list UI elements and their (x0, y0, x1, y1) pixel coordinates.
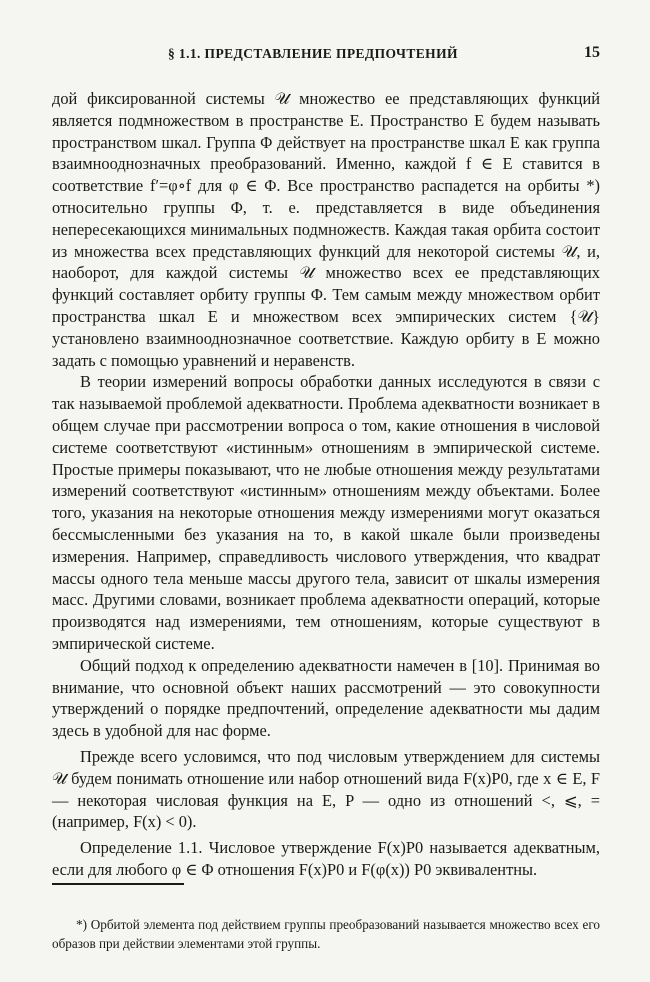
page-number: 15 (584, 44, 600, 61)
definition-1-1: Определение 1.1. Числовое утверждение F(x)P0 называется адекватным, если для любого φ ∈ Φ отношения F(x)P0 и F(φ(x)) P0 эквивалентны. (52, 838, 600, 879)
page-header (52, 46, 600, 72)
footnote: *) Орбитой элемента под действием группы преобразований называется множество всех его образов при действии элементами этой группы. (52, 917, 600, 952)
footnote-divider (52, 883, 184, 885)
paragraph-3: Общий подход к определению адекватности намечен в [10]. Принимая во внимание, что основной объект наших рассмотрений — это совокупности утверждений о порядке предпочтений, определение адекватности мы дадим здесь в удобной для нас форме. (52, 655, 600, 741)
paragraph-1: дой фиксированной системы 𝒰 множество ее представляющих функций является подмножеством в пространстве E. Пространство E будем называть пространством шкал. Группа Φ действует на пространстве шкал E как группа взаимнооднозначных преобразований. Именно, каждой f ∈ E ставится в соответствие f′=φ∘f для φ ∈ Φ. Все пространство распадется на орбиты *) относительно группы Φ, т. е. представляется в виде объединения непересекающихся минимальных подмножеств. Каждая такая орбита состоит из множества всех представляющих функций для некоторой системы 𝒰, и, наоборот, для каждой системы 𝒰 множество всех ее представляющих функций составляет орбиту группы Φ. Тем самым между множеством орбит пространства шкал E и множеством всех эмпирических систем {𝒰} установлено взаимнооднозначное соответствие. Каждую орбиту в E можно задать с помощью уравнений и неравенств. (52, 89, 600, 370)
paragraph-4: Прежде всего условимся, что под числовым утверждением для системы 𝒰 будем понимать отношение или набор отношений вида F(x)P0, где x ∈ E, F — некоторая числовая функция на E, P — одно из отношений <, ⩽, = (например, F(x) < 0). (52, 746, 600, 832)
running-title: § 1.1. ПРЕДСТАВЛЕНИЕ ПРЕДПОЧТЕНИЙ (168, 46, 458, 61)
paragraph-2: В теории измерений вопросы обработки данных исследуются в связи с так называемой проблемой адекватности. Проблема адекватности возникает в общем случае при рассмотрении вопроса о том, какие отношения в числовой системе соответствуют «истинным» отношениям в эмпирической системе. Простые примеры показывают, что не любые отношения между результатами измерений соответствуют «истинным» отношениям между объектами. Более того, указания на некоторые отношения между измерениями могут оказаться бессмысленными без указания на то, в какой шкале были произведены измерения. Например, справедливость числового утверждения, что квадрат массы одного тела меньше массы другого тела, зависит от шкалы измерения масс. Другими словами, возникает проблема адекватности операций, которые производятся над измерениями, тем отношениям, которые существуют в эмпирической системе. (52, 372, 600, 653)
main-text (52, 88, 600, 881)
